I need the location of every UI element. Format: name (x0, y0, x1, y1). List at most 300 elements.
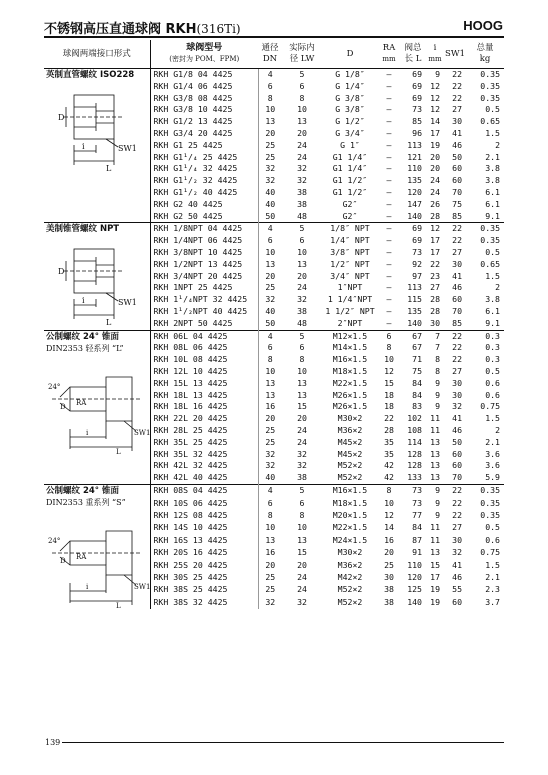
cell-model: RKH G1/4 06 4425 (150, 81, 258, 93)
cell-dn: 25 (265, 282, 276, 293)
cell-i: 28 (430, 305, 440, 316)
cell-lw: 48 (297, 210, 307, 221)
svg-text:SW1: SW1 (118, 144, 137, 153)
cell-model: RKH 18L 16 4425 (150, 401, 258, 413)
cell-lw: 10 (297, 522, 307, 533)
cell-model: RKH 42L 40 4425 (150, 472, 258, 484)
cell-d: M18×1.5 (332, 497, 368, 508)
connection-type-title: 公制螺纹 24° 锥面 (46, 485, 119, 496)
cell-dn: 25 (265, 424, 276, 435)
cell-l: 73 (412, 497, 422, 508)
cell-model: RKH 30S 25 4425 (150, 572, 258, 584)
cell-l: 96 (412, 127, 422, 138)
cell-l: 133 (407, 472, 422, 483)
cell-ra: 38 (384, 584, 394, 595)
cell-lw: 6 (299, 342, 305, 353)
cell-ra: 10 (384, 497, 394, 508)
cell-sw1: 60 (452, 294, 462, 305)
cell-kg: 3.8 (485, 294, 500, 305)
cell-sw1: 55 (452, 584, 462, 595)
cell-kg: 0.35 (480, 69, 500, 79)
cell-i: 9 (435, 401, 440, 412)
cell-ra: – (386, 104, 392, 115)
cell-l: 113 (407, 282, 422, 293)
cell-lw: 38 (297, 305, 307, 316)
svg-text:i: i (82, 142, 85, 151)
cell-dn: 4 (258, 484, 282, 497)
header-dn: 通径 DN (258, 40, 282, 69)
cell-kg: 3.6 (485, 460, 500, 471)
cell-d: G1 1/4″ (332, 151, 368, 162)
cell-kg: 3.8 (485, 175, 500, 186)
cell-dn: 40 (265, 305, 276, 316)
cell-ra: 14 (384, 522, 394, 533)
connection-type-subtitle: DIN2353 轻系列 “L” (46, 343, 124, 353)
cell-model: RKH 15L 13 4425 (150, 378, 258, 390)
cell-dn: 10 (265, 246, 276, 257)
table-row (44, 223, 504, 235)
cell-dn: 50 (265, 210, 276, 221)
cell-lw: 5 (282, 223, 322, 235)
cell-i: 15 (430, 559, 440, 570)
cell-l: 102 (407, 413, 422, 424)
cell-ra: 42 (384, 472, 394, 483)
cell-kg: 0.5 (485, 522, 500, 533)
cell-dn: 10 (265, 104, 276, 115)
table-header (44, 40, 504, 69)
cell-lw: 32 (297, 460, 307, 471)
svg-text:L: L (106, 318, 112, 328)
cell-d: G2″ (342, 198, 358, 209)
svg-text:SW1: SW1 (118, 298, 137, 308)
cell-ra: 18 (384, 389, 394, 400)
cell-dn: 32 (265, 448, 276, 459)
cell-model: RKH G1/8 04 4425 (150, 69, 258, 81)
cell-l: 140 (407, 317, 422, 328)
cell-lw: 24 (297, 139, 307, 150)
cell-sw1: 32 (452, 547, 462, 558)
cell-lw: 5 (282, 330, 322, 342)
cell-l: 140 (407, 210, 422, 221)
cell-i: 19 (430, 584, 440, 595)
cell-ra: – (386, 127, 392, 138)
header-group: 球阀两端接口形式 (44, 40, 150, 69)
cell-d: G 3/8″ (335, 104, 365, 115)
cell-l: 84 (412, 522, 422, 533)
header-i: i mm (426, 40, 444, 69)
cell-model: RKH 22L 20 4425 (150, 413, 258, 425)
cell-d: M52×2 (337, 460, 363, 471)
cell-d: G 1/2″ (335, 116, 365, 127)
cell-model: RKH 38S 25 4425 (150, 584, 258, 596)
cell-ra: – (386, 270, 392, 281)
svg-text:i: i (86, 428, 89, 437)
cell-lw: 24 (297, 436, 307, 447)
cell-d: G1 1/4″ (332, 163, 368, 174)
cell-i: 30 (430, 317, 440, 328)
cell-l: 71 (412, 354, 422, 365)
cell-sw1: 27 (452, 522, 462, 533)
cell-sw1: 60 (452, 448, 462, 459)
top-rule (44, 36, 504, 38)
cell-ra: – (378, 223, 400, 235)
header-ra: RA mm (378, 40, 400, 69)
cell-d: 1 1/4″NPT (327, 294, 373, 305)
cell-sw1: 22 (452, 69, 462, 79)
cell-model: RKH 42L 32 4425 (150, 460, 258, 472)
cell-d: 1 1/2″ NPT (325, 305, 375, 316)
connection-drawing-icon (46, 239, 136, 327)
cell-dn: 20 (265, 127, 276, 138)
cell-kg: 6.1 (485, 186, 500, 197)
page-title (44, 18, 241, 37)
cell-lw: 13 (297, 534, 307, 545)
cell-l: 128 (407, 460, 422, 471)
cell-ra: – (386, 151, 392, 162)
svg-text:i: i (82, 296, 85, 306)
cell-l: 110 (407, 559, 422, 570)
cell-i: 9 (435, 497, 440, 508)
table-row (44, 69, 504, 81)
cell-kg: 0.6 (485, 377, 500, 388)
cell-ra: – (386, 198, 392, 209)
connection-type-subtitle: DIN2353 重系列 “S” (46, 497, 126, 507)
cell-dn: 8 (267, 354, 273, 365)
cell-sw1: 70 (452, 186, 462, 197)
cell-l: 69 (412, 235, 422, 246)
cell-d: M42×2 (337, 571, 363, 582)
header-lw: 实际内 径 LW (282, 40, 322, 69)
cell-i: 13 (430, 547, 440, 558)
svg-text:24°: 24° (48, 536, 61, 545)
cell-model: RKH 08S 04 4425 (150, 484, 258, 497)
cell-kg: 0.5 (485, 246, 500, 257)
cell-l: 73 (412, 246, 422, 257)
connection-type-title: 英制直管螺纹 ISO228 (46, 70, 135, 80)
cell-kg: 0.3 (485, 342, 500, 353)
cell-l: 115 (407, 294, 422, 305)
cell-i: 13 (430, 448, 440, 459)
connection-type-title: 公制螺纹 24° 锥面 (46, 331, 119, 342)
cell-l: 73 (400, 484, 426, 497)
cell-kg: 0.35 (466, 484, 504, 497)
cell-model: RKH 35L 25 4425 (150, 437, 258, 449)
cell-l: 113 (407, 139, 422, 150)
svg-text:L: L (116, 601, 121, 610)
cell-lw: 10 (297, 104, 307, 115)
cell-kg: 9.1 (485, 317, 500, 328)
header-d: D (322, 40, 378, 69)
cell-sw1: 22 (452, 235, 462, 246)
cell-model: RKH 3/8NPT 10 4425 (150, 247, 258, 259)
cell-d: G 1″ (340, 139, 360, 150)
cell-kg: 1.5 (485, 270, 500, 281)
connection-drawing-icon (46, 513, 151, 610)
cell-model: RKH 12L 10 4425 (150, 366, 258, 378)
cell-model: RKH 1¹/₂NPT 40 4425 (150, 306, 258, 318)
cell-kg: 0.65 (480, 258, 500, 269)
cell-sw1: 27 (452, 365, 462, 376)
cell-lw: 6 (299, 497, 305, 508)
table-body (44, 69, 504, 609)
cell-model: RKH 1/4NPT 06 4425 (150, 235, 258, 247)
cell-ra: 22 (384, 413, 394, 424)
cell-l: 92 (412, 258, 422, 269)
cell-sw1: 22 (452, 92, 462, 103)
cell-d: 2″NPT (337, 317, 363, 328)
cell-dn: 32 (265, 163, 276, 174)
cell-kg: 0.6 (485, 534, 500, 545)
cell-i: 8 (435, 365, 440, 376)
cell-d: M52×2 (337, 584, 363, 595)
cell-ra: – (386, 92, 392, 103)
cell-sw1: 27 (452, 104, 462, 115)
cell-dn: 16 (265, 401, 276, 412)
cell-sw1: 32 (452, 401, 462, 412)
header-kg: 总量 kg (466, 40, 504, 69)
cell-model: RKH 38S 32 4425 (150, 596, 258, 608)
cell-ra: – (386, 282, 392, 293)
cell-sw1: 27 (452, 246, 462, 257)
cell-dn: 13 (265, 116, 276, 127)
cell-i: 17 (430, 127, 440, 138)
cell-lw: 15 (297, 401, 307, 412)
cell-dn: 25 (265, 584, 276, 595)
cell-lw: 38 (297, 198, 307, 209)
header-sw1: SW1 (444, 40, 466, 69)
cell-i: 9 (435, 389, 440, 400)
cell-l: 108 (407, 424, 422, 435)
cell-kg: 2 (495, 139, 500, 150)
cell-dn: 4 (258, 223, 282, 235)
cell-model: RKH 10S 06 4425 (150, 497, 258, 509)
cell-lw: 13 (297, 116, 307, 127)
connection-drawing-icon (46, 85, 136, 173)
cell-ra: 38 (384, 596, 394, 607)
connection-drawing-icon (46, 359, 151, 456)
cell-lw: 5 (282, 484, 322, 497)
cell-l: 97 (412, 270, 422, 281)
header-model: 球阀型号 (密封为 POM、FPM) (150, 40, 258, 69)
cell-model: RKH 2NPT 50 4425 (150, 318, 258, 330)
cell-l: 128 (407, 448, 422, 459)
cell-i: 9 (435, 510, 440, 520)
cell-lw: 24 (297, 571, 307, 582)
cell-ra: – (386, 258, 392, 269)
cell-sw1: 60 (452, 596, 462, 607)
cell-i: 12 (430, 80, 440, 91)
cell-d: M16×1.5 (322, 484, 378, 497)
cell-model: RKH G1¹/₂ 40 4425 (150, 187, 258, 199)
cell-model: RKH G1 25 4425 (150, 140, 258, 152)
cell-i: 19 (430, 596, 440, 607)
cell-model: RKH 1/2NPT 13 4425 (150, 259, 258, 271)
cell-ra: 6 (378, 330, 400, 342)
cell-i: 17 (430, 235, 440, 246)
cell-i: 12 (426, 223, 444, 235)
cell-lw: 8 (299, 510, 305, 520)
cell-model: RKH G3/4 20 4425 (150, 128, 258, 140)
cell-model: RKH 1NPT 25 4425 (150, 282, 258, 294)
cell-sw1: 75 (452, 198, 462, 209)
table-row (44, 484, 504, 497)
cell-i: 23 (430, 270, 440, 281)
cell-i: 24 (430, 186, 440, 197)
cell-ra: 35 (384, 436, 394, 447)
title-main: 不锈钢高压直通球阀 RKH (44, 22, 197, 37)
cell-d: M20×1.5 (332, 510, 368, 520)
cell-l: 120 (407, 186, 422, 197)
cell-l: 135 (407, 305, 422, 316)
cell-d: M52×2 (337, 472, 363, 483)
cell-l: 69 (412, 80, 422, 91)
cell-d: 1/4″ NPT (330, 235, 370, 246)
svg-text:D: D (60, 556, 66, 565)
cell-kg: 0.35 (480, 92, 500, 103)
cell-sw1: 50 (452, 436, 462, 447)
cell-ra: 8 (386, 342, 392, 353)
cell-l: 87 (412, 534, 422, 545)
cell-i: 8 (435, 354, 440, 365)
cell-dn: 16 (265, 547, 276, 558)
cell-model: RKH G2 40 4425 (150, 199, 258, 211)
svg-text:i: i (86, 582, 89, 591)
connection-type-title: 美制锥管螺纹 NPT (46, 224, 120, 235)
cell-d: M30×2 (337, 547, 363, 558)
cell-dn: 32 (265, 294, 276, 305)
cell-d: M22×1.5 (332, 377, 368, 388)
cell-i: 14 (430, 116, 440, 127)
cell-dn: 32 (265, 596, 276, 607)
cell-model: RKH 14S 10 4425 (150, 522, 258, 534)
cell-dn: 20 (265, 413, 276, 424)
cell-i: 27 (430, 282, 440, 293)
cell-d: M36×2 (337, 424, 363, 435)
cell-l: 84 (412, 389, 422, 400)
cell-ra: 16 (384, 534, 394, 545)
cell-kg: 3.6 (485, 448, 500, 459)
cell-l: 85 (412, 116, 422, 127)
cell-lw: 20 (297, 127, 307, 138)
cell-lw: 48 (297, 317, 307, 328)
cell-kg: 0.35 (480, 510, 500, 520)
cell-l: 83 (412, 401, 422, 412)
cell-l: 67 (412, 342, 422, 353)
cell-d: G 3/4″ (335, 127, 365, 138)
cell-lw: 10 (297, 246, 307, 257)
cell-model: RKH 10L 08 4425 (150, 354, 258, 366)
spec-table (44, 40, 504, 609)
cell-kg: 0.75 (480, 547, 500, 558)
cell-ra: – (386, 69, 392, 79)
cell-dn: 4 (267, 69, 273, 79)
cell-l: 135 (407, 175, 422, 186)
cell-sw1: 30 (452, 534, 462, 545)
cell-dn: 50 (265, 317, 276, 328)
cell-kg: 2 (495, 282, 500, 293)
cell-ra: 28 (384, 424, 394, 435)
cell-lw: 38 (297, 472, 307, 483)
cell-ra: – (386, 246, 392, 257)
cell-model: RKH 25S 20 4425 (150, 559, 258, 571)
cell-ra: 35 (384, 448, 394, 459)
cell-d: M26×1.5 (332, 401, 368, 412)
cell-model: RKH G1/2 13 4425 (150, 116, 258, 128)
cell-d: G 1/4″ (335, 80, 365, 91)
cell-sw1: 22 (452, 510, 462, 520)
cell-d: G1 1/2″ (332, 186, 368, 197)
cell-l: 69 (412, 69, 422, 79)
cell-kg: 2.1 (485, 151, 500, 162)
cell-kg: 0.5 (485, 104, 500, 115)
cell-d: 1″NPT (337, 282, 363, 293)
cell-i: 11 (430, 413, 440, 424)
cell-ra: 30 (384, 571, 394, 582)
cell-dn: 13 (265, 389, 276, 400)
cell-l: 140 (407, 596, 422, 607)
cell-i: 17 (430, 571, 440, 582)
cell-d: M52×2 (337, 596, 363, 607)
cell-kg: 0.3 (485, 354, 500, 365)
cell-model: RKH G3/8 10 4425 (150, 104, 258, 116)
cell-dn: 8 (267, 510, 273, 520)
cell-model: RKH G2 50 4425 (150, 211, 258, 223)
cell-ra: – (386, 116, 392, 127)
cell-dn: 6 (267, 497, 273, 508)
cell-sw1: 30 (452, 258, 462, 269)
cell-kg: 0.35 (480, 80, 500, 91)
cell-d: M14×1.5 (332, 342, 368, 353)
cell-dn: 20 (265, 270, 276, 281)
cell-sw1: 46 (452, 139, 462, 150)
cell-dn: 32 (265, 460, 276, 471)
cell-lw: 20 (297, 559, 307, 570)
cell-model: RKH 1¹/₄NPT 32 4425 (150, 294, 258, 306)
cell-i: 28 (430, 294, 440, 305)
cell-lw: 8 (299, 92, 305, 103)
cell-sw1: 85 (452, 210, 462, 221)
cell-i: 20 (430, 163, 440, 174)
svg-text:L: L (116, 447, 121, 456)
cell-d: M45×2 (337, 448, 363, 459)
cell-ra: – (386, 317, 392, 328)
cell-lw: 6 (299, 235, 305, 246)
cell-sw1: 70 (452, 305, 462, 316)
cell-lw: 24 (297, 584, 307, 595)
cell-kg: 3.8 (485, 163, 500, 174)
cell-model: RKH 18L 13 4425 (150, 390, 258, 402)
connection-type-cell (44, 223, 150, 330)
cell-kg: 6.1 (485, 198, 500, 209)
cell-kg: 0.3 (466, 330, 504, 342)
cell-lw: 32 (297, 448, 307, 459)
cell-sw1: 22 (452, 342, 462, 353)
cell-i: 22 (430, 258, 440, 269)
cell-lw: 13 (297, 377, 307, 388)
cell-ra: – (386, 186, 392, 197)
svg-text:D: D (58, 267, 65, 277)
svg-text:RA: RA (76, 552, 87, 561)
cell-i: 11 (430, 522, 440, 533)
cell-ra: – (386, 175, 392, 186)
cell-lw: 5 (299, 69, 305, 79)
cell-ra: 8 (378, 484, 400, 497)
cell-l: 77 (412, 510, 422, 520)
cell-kg: 0.5 (485, 365, 500, 376)
cell-ra: – (386, 80, 392, 91)
cell-dn: 6 (267, 342, 273, 353)
cell-i: 12 (430, 92, 440, 103)
